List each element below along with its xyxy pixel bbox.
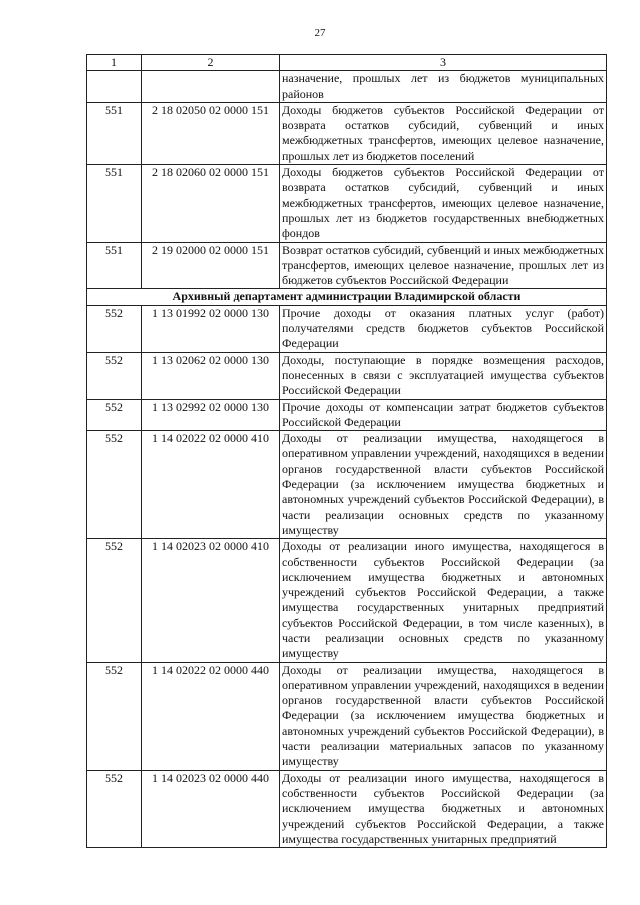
income-description-cell: Доходы бюджетов субъектов Российской Федерации от возврата остатков субсидий, субвенций и иных межбюджетных трансфертов, имеющих целевое назначение, прошлых лет из бюджетов государственных внебюджетных фондов — [280, 165, 607, 242]
table-row — [87, 305, 607, 352]
admin-code-cell: 552 — [87, 352, 142, 399]
budget-code-cell: 2 18 02060 02 0000 151 — [142, 165, 280, 242]
income-description-cell: Доходы от реализации иного имущества, находящегося в собственности субъектов Российской Федерации (за исключением имущества бюджетных и автономных учреждений субъектов Российской Федерации, а также имущества государственных унитарных предприятий субъектов Российской Федерации, в том числе казенных), в части реализации основных средств по указанному имуществу — [280, 539, 607, 662]
budget-code-cell: 1 14 02022 02 0000 440 — [142, 662, 280, 770]
income-description-cell: Прочие доходы от оказания платных услуг (работ) получателями средств бюджетов субъектов Российской Федерации — [280, 305, 607, 352]
admin-code-cell: 551 — [87, 102, 142, 164]
table-row — [87, 539, 607, 662]
table-row — [87, 770, 607, 847]
admin-code-cell: 552 — [87, 305, 142, 352]
budget-code-cell: 1 14 02023 02 0000 440 — [142, 770, 280, 847]
admin-code-cell: 552 — [87, 399, 142, 431]
continuation-admin-cell — [87, 71, 142, 103]
table-header-row — [87, 55, 607, 71]
table-row — [87, 165, 607, 242]
continuation-description: назначение, прошлых лет из бюджетов муниципальных районов — [280, 71, 607, 103]
header-col-2: 2 — [142, 55, 280, 71]
budget-code-cell: 2 19 02000 02 0000 151 — [142, 242, 280, 289]
income-description-cell: Доходы от реализации имущества, находящегося в оперативном управлении учреждений, находящихся в ведении органов государственной власти субъектов Российской Федерации (за исключением имущества бюджетных и автономных учреждений субъектов Российской Федерации), в части реализации основных средств по указанному имуществу — [280, 431, 607, 539]
budget-code-cell: 1 13 01992 02 0000 130 — [142, 305, 280, 352]
header-col-3: 3 — [280, 55, 607, 71]
department-title: Архивный департамент администрации Владимирской области — [87, 289, 607, 305]
admin-code-cell: 552 — [87, 662, 142, 770]
budget-code-cell: 1 13 02992 02 0000 130 — [142, 399, 280, 431]
table-row — [87, 102, 607, 164]
continuation-code-cell — [142, 71, 280, 103]
budget-classification-table — [86, 54, 607, 848]
admin-code-cell: 551 — [87, 165, 142, 242]
admin-code-cell: 552 — [87, 539, 142, 662]
budget-code-cell: 1 14 02023 02 0000 410 — [142, 539, 280, 662]
table-row — [87, 242, 607, 289]
table-row — [87, 431, 607, 539]
page-number: 27 — [314, 27, 326, 39]
income-description-cell: Доходы от реализации имущества, находящегося в оперативном управлении учреждений, находящихся в ведении органов государственной власти субъектов Российской Федерации (за исключением имущества бюджетных и автономных учреждений субъектов Российской Федерации), в части реализации материальных запасов по указанному имуществу — [280, 662, 607, 770]
admin-code-cell: 552 — [87, 431, 142, 539]
table-row — [87, 352, 607, 399]
budget-code-cell: 2 18 02050 02 0000 151 — [142, 102, 280, 164]
admin-code-cell: 551 — [87, 242, 142, 289]
admin-code-cell: 552 — [87, 770, 142, 847]
budget-code-cell: 1 13 02062 02 0000 130 — [142, 352, 280, 399]
income-description-cell: Возврат остатков субсидий, субвенций и иных межбюджетных трансфертов, имеющих целевое назначение, прошлых лет из бюджетов субъектов Российской Федерации — [280, 242, 607, 289]
income-description-cell: Доходы, поступающие в порядке возмещения расходов, понесенных в связи с эксплуатацией имущества субъектов Российской Федерации — [280, 352, 607, 399]
budget-code-cell: 1 14 02022 02 0000 410 — [142, 431, 280, 539]
continuation-row — [87, 71, 607, 103]
income-description-cell: Доходы от реализации иного имущества, находящегося в собственности субъектов Российской Федерации (за исключением имущества бюджетных и автономных учреждений субъектов Российской Федерации, а также имущества государственных унитарных предприятий — [280, 770, 607, 847]
income-description-cell: Прочие доходы от компенсации затрат бюджетов субъектов Российской Федерации — [280, 399, 607, 431]
table-body — [87, 55, 607, 848]
table-row — [87, 662, 607, 770]
table-row — [87, 399, 607, 431]
department-header-row — [87, 289, 607, 305]
header-col-1: 1 — [87, 55, 142, 71]
income-description-cell: Доходы бюджетов субъектов Российской Федерации от возврата остатков субсидий, субвенций и иных межбюджетных трансфертов, имеющих целевое назначение, прошлых лет из бюджетов поселений — [280, 102, 607, 164]
